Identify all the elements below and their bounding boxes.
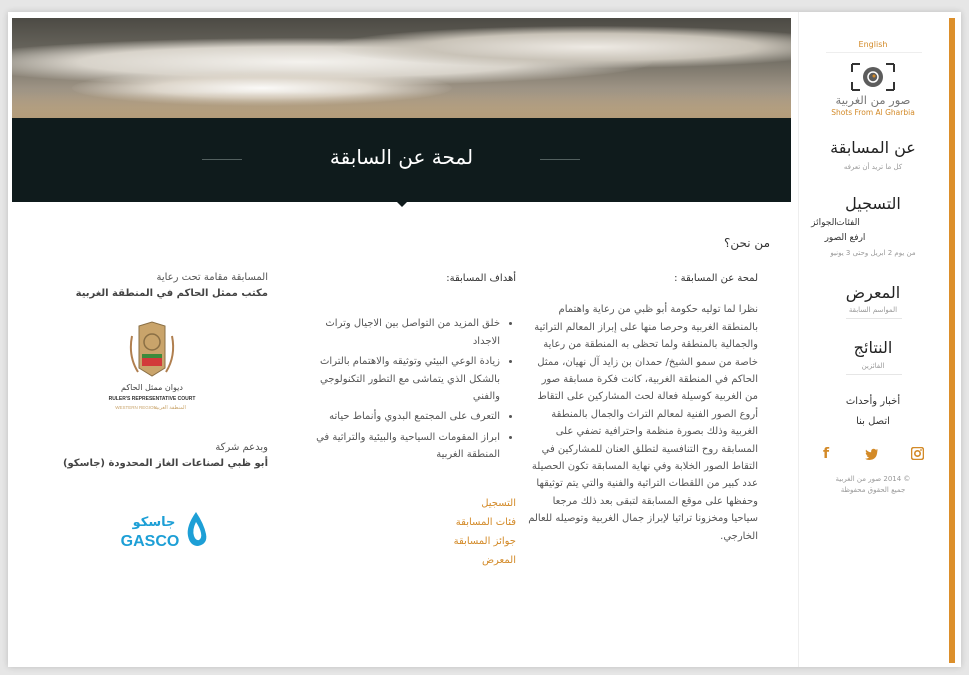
link-prizes[interactable]: جوائز المسابقة bbox=[453, 535, 516, 547]
divider bbox=[846, 374, 902, 375]
link-exhibition[interactable]: المعرض bbox=[481, 554, 516, 566]
nav-register-categories[interactable]: الفئات bbox=[836, 218, 860, 228]
site-logo-arabic[interactable]: صور من الغربية bbox=[835, 93, 911, 107]
facebook-icon[interactable]: f bbox=[823, 446, 830, 462]
quick-links bbox=[298, 494, 516, 570]
twitter-icon[interactable] bbox=[865, 448, 879, 460]
goal-item: • خلق المزيد من التواصل بين الاجيال وتراث الاجداد bbox=[298, 315, 500, 350]
nav-register-date: من يوم 2 ابريل وحتى 3 يونيو bbox=[830, 249, 916, 257]
hero-image bbox=[12, 18, 791, 118]
goal-item: • التعرف على المجتمع البدوي وأنماط حياته bbox=[298, 408, 500, 425]
nav-about[interactable]: عن المسابقة bbox=[830, 138, 916, 157]
copyright-line-1: © 2014 صور من الغربية bbox=[835, 475, 911, 483]
nav-about-subtitle: كل ما تريد أن تعرفه bbox=[843, 163, 903, 171]
section-heading: من نحن؟ bbox=[724, 236, 770, 250]
copyright bbox=[806, 474, 940, 496]
svg-text:ديوان ممثل الحاكم: ديوان ممثل الحاكم bbox=[121, 383, 183, 392]
support-intro: وبدعم شركة bbox=[215, 442, 268, 453]
nav-upload-photos[interactable]: ارفع الصور bbox=[824, 233, 866, 243]
title-band bbox=[12, 118, 791, 202]
copyright-line-2: جميع الحقوق محفوظة bbox=[840, 486, 906, 494]
goal-item: • ابراز المقومات السياحية والبيئية والتراثية في المنطقة الغربية bbox=[298, 429, 500, 464]
svg-text:المنطقة الغربية: المنطقة الغربية bbox=[154, 405, 186, 411]
about-column bbox=[527, 270, 758, 545]
nav-contact[interactable]: اتصل بنا bbox=[856, 416, 890, 427]
about-subheading: لمحة عن المسابقة : bbox=[674, 273, 758, 284]
sponsors-column bbox=[56, 270, 268, 302]
nav-exhibition-subtitle: المواسم السابقة bbox=[848, 306, 898, 314]
site-logo-english[interactable]: Shots From Al Gharbia bbox=[831, 108, 915, 117]
nav-results[interactable]: النتائج bbox=[853, 338, 893, 357]
patron-name: مكتب ممثل الحاكم في المنطقة الغربية bbox=[75, 288, 268, 299]
about-body: نظرا لما توليه حكومة أبو ظبي من رعاية واهتمام بالمنطقة الغربية وحرصا منها على إبراز المعالم التراثية والجمالية بالمنطقة ولما تحظى به المنطقة من رعاية خاصة من سمو الشيخ/ حمدان بن زايد آل نهيان، ممثل الحاكم في المنطقة الغربية، كانت فكرة مسابقة صور من الغربية كوسيلة فعالة لحث المشاركين على التقاط أروع الصور الفنية لمعالم التراث والجمال بالمنطقة الغربية وذلك بصورة منظمة واحترافية تضفي على المسابقة روح التنافسية لتطلق العنان للمشاركين في التقاط الصور الخلابة وفي نهاية المسابقة تكون الحصيلة عدد كبير من اللقطات التراثية والفنية والتي يتم توثيقها وحفظها على موقع المسابقة لتبقى بعد ذلك مرجعا سياحيا ومخزونا تراثيا لإبراز جمال الغربية وتوصيله للعالم الخارجي. bbox=[528, 304, 758, 542]
svg-text:WESTERN REGION: WESTERN REGION bbox=[115, 405, 157, 410]
nav-register[interactable]: التسجيل bbox=[845, 194, 901, 213]
support-name: أبو ظبي لصناعات الغاز المحدودة (جاسكو) bbox=[62, 458, 268, 469]
goal-item: • زيادة الوعي البيئي وتوثيقه والاهتمام بالتراث بالشكل الذي يتماشى مع التطور التكنولوجي والفني bbox=[298, 353, 500, 405]
svg-text:GASCO: GASCO bbox=[120, 533, 180, 550]
nav-news[interactable]: أخبار وأحداث bbox=[845, 396, 901, 407]
goals-list bbox=[298, 315, 516, 463]
divider bbox=[846, 318, 902, 319]
support-block bbox=[56, 440, 268, 472]
page-title: لمحة عن السابقة bbox=[329, 145, 474, 169]
goals-column bbox=[298, 270, 516, 570]
link-categories[interactable]: فئات المسابقة bbox=[455, 516, 516, 528]
rulers-court-logo bbox=[92, 320, 212, 420]
language-toggle[interactable]: English bbox=[858, 40, 888, 49]
sidebar-accent-stripe bbox=[949, 18, 955, 663]
goals-subheading: أهداف المسابقة: bbox=[446, 273, 516, 284]
link-register[interactable]: التسجيل bbox=[481, 497, 516, 509]
nav-register-prizes[interactable]: الجوائز bbox=[811, 218, 837, 228]
gasco-logo bbox=[112, 508, 212, 552]
svg-text:RULER'S REPRESENTATIVE COURT: RULER'S REPRESENTATIVE COURT bbox=[108, 396, 196, 402]
svg-text:جاسكو: جاسكو bbox=[132, 515, 176, 530]
divider bbox=[826, 52, 922, 53]
site-logo-icon[interactable] bbox=[848, 60, 898, 94]
title-notch bbox=[395, 200, 409, 207]
nav-results-subtitle: الفائزين bbox=[861, 362, 885, 370]
nav-exhibition[interactable]: المعرض bbox=[845, 283, 901, 302]
instagram-icon[interactable] bbox=[911, 447, 924, 460]
patron-intro: المسابقة مقامة تحت رعاية bbox=[156, 272, 268, 283]
